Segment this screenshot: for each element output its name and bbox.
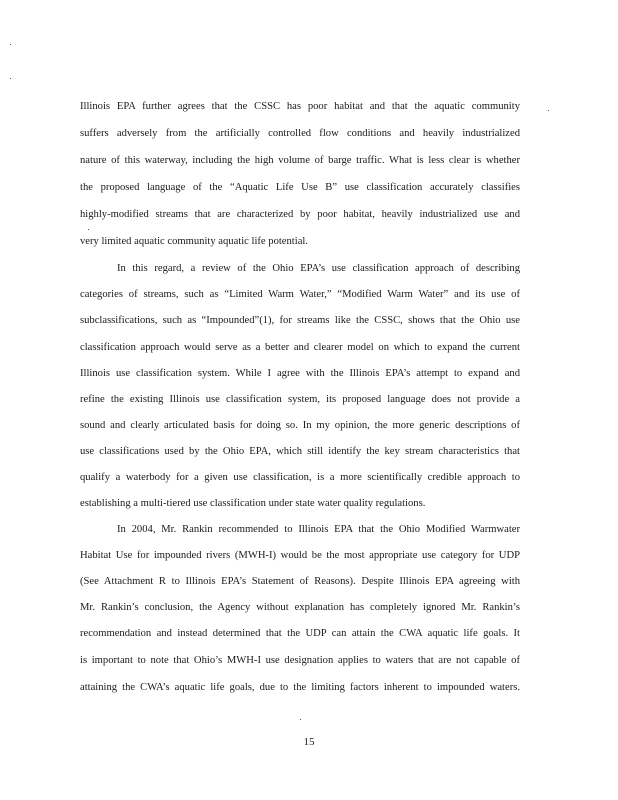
text-line: is important to note that Ohio’s MWH-I use designation applies to waters that are not capable of: [80, 655, 520, 666]
text-line: establishing a multi-tiered use classification under state water quality regulations.: [80, 498, 426, 509]
text-line: recommendation and instead determined that the UDP can attain the CWA aquatic life goals. It: [80, 628, 520, 639]
scan-speck: [88, 229, 89, 230]
text-line: In 2004, Mr. Rankin recommended to Illinois EPA that the Ohio Modified Warmwater: [117, 524, 520, 535]
text-line: Illinois use classification system. While I agree with the Illinois EPA’s attempt to expand and: [80, 368, 520, 379]
text-line: attaining the CWA’s aquatic life goals, due to the limiting factors inherent to impounded waters.: [80, 682, 520, 693]
scan-speck: [10, 44, 11, 45]
text-line: Habitat Use for impounded rivers (MWH-I) would be the most appropriate use category for UDP: [80, 550, 520, 561]
scan-speck: [10, 78, 11, 79]
scan-speck: [300, 719, 301, 720]
text-line: Mr. Rankin’s conclusion, the Agency without explanation has completely ignored Mr. Rankin’s: [80, 602, 520, 613]
text-line: nature of this waterway, including the high volume of barge traffic. What is less clear is whether: [80, 155, 520, 166]
text-line: refine the existing Illinois use classification system, its proposed language does not provide a: [80, 394, 520, 405]
scan-speck: [548, 110, 549, 111]
text-line: subclassifications, such as “Impounded”(1), for streams like the CSSC, shows that the Ohio use: [80, 315, 520, 326]
text-line: sound and clearly articulated basis for doing so. In my opinion, the more generic descriptions of: [80, 420, 520, 431]
text-line: very limited aquatic community aquatic life potential.: [80, 236, 308, 247]
text-line: the proposed language of the “Aquatic Life Use B” use classification accurately classifies: [80, 182, 520, 193]
text-line: suffers adversely from the artificially controlled flow conditions and heavily industrialized: [80, 128, 520, 139]
text-line: categories of streams, such as “Limited Warm Water,” “Modified Warm Water” and its use of: [80, 289, 520, 300]
page-number: 15: [303, 736, 315, 748]
text-line: highly-modified streams that are characterized by poor habitat, heavily industrialized use and: [80, 209, 520, 220]
text-line: qualify a waterbody for a given use classification, is a more scientifically credible approach to: [80, 472, 520, 483]
text-line: use classifications used by the Ohio EPA, which still identify the key stream characteristics that: [80, 446, 520, 457]
text-line: (See Attachment R to Illinois EPA’s Statement of Reasons). Despite Illinois EPA agreeing with: [80, 576, 520, 587]
text-line: Illinois EPA further agrees that the CSSC has poor habitat and that the aquatic community: [80, 101, 520, 112]
text-line: classification approach would serve as a better and clearer model on which to expand the current: [80, 342, 520, 353]
text-line: In this regard, a review of the Ohio EPA’s use classification approach of describing: [117, 263, 520, 274]
